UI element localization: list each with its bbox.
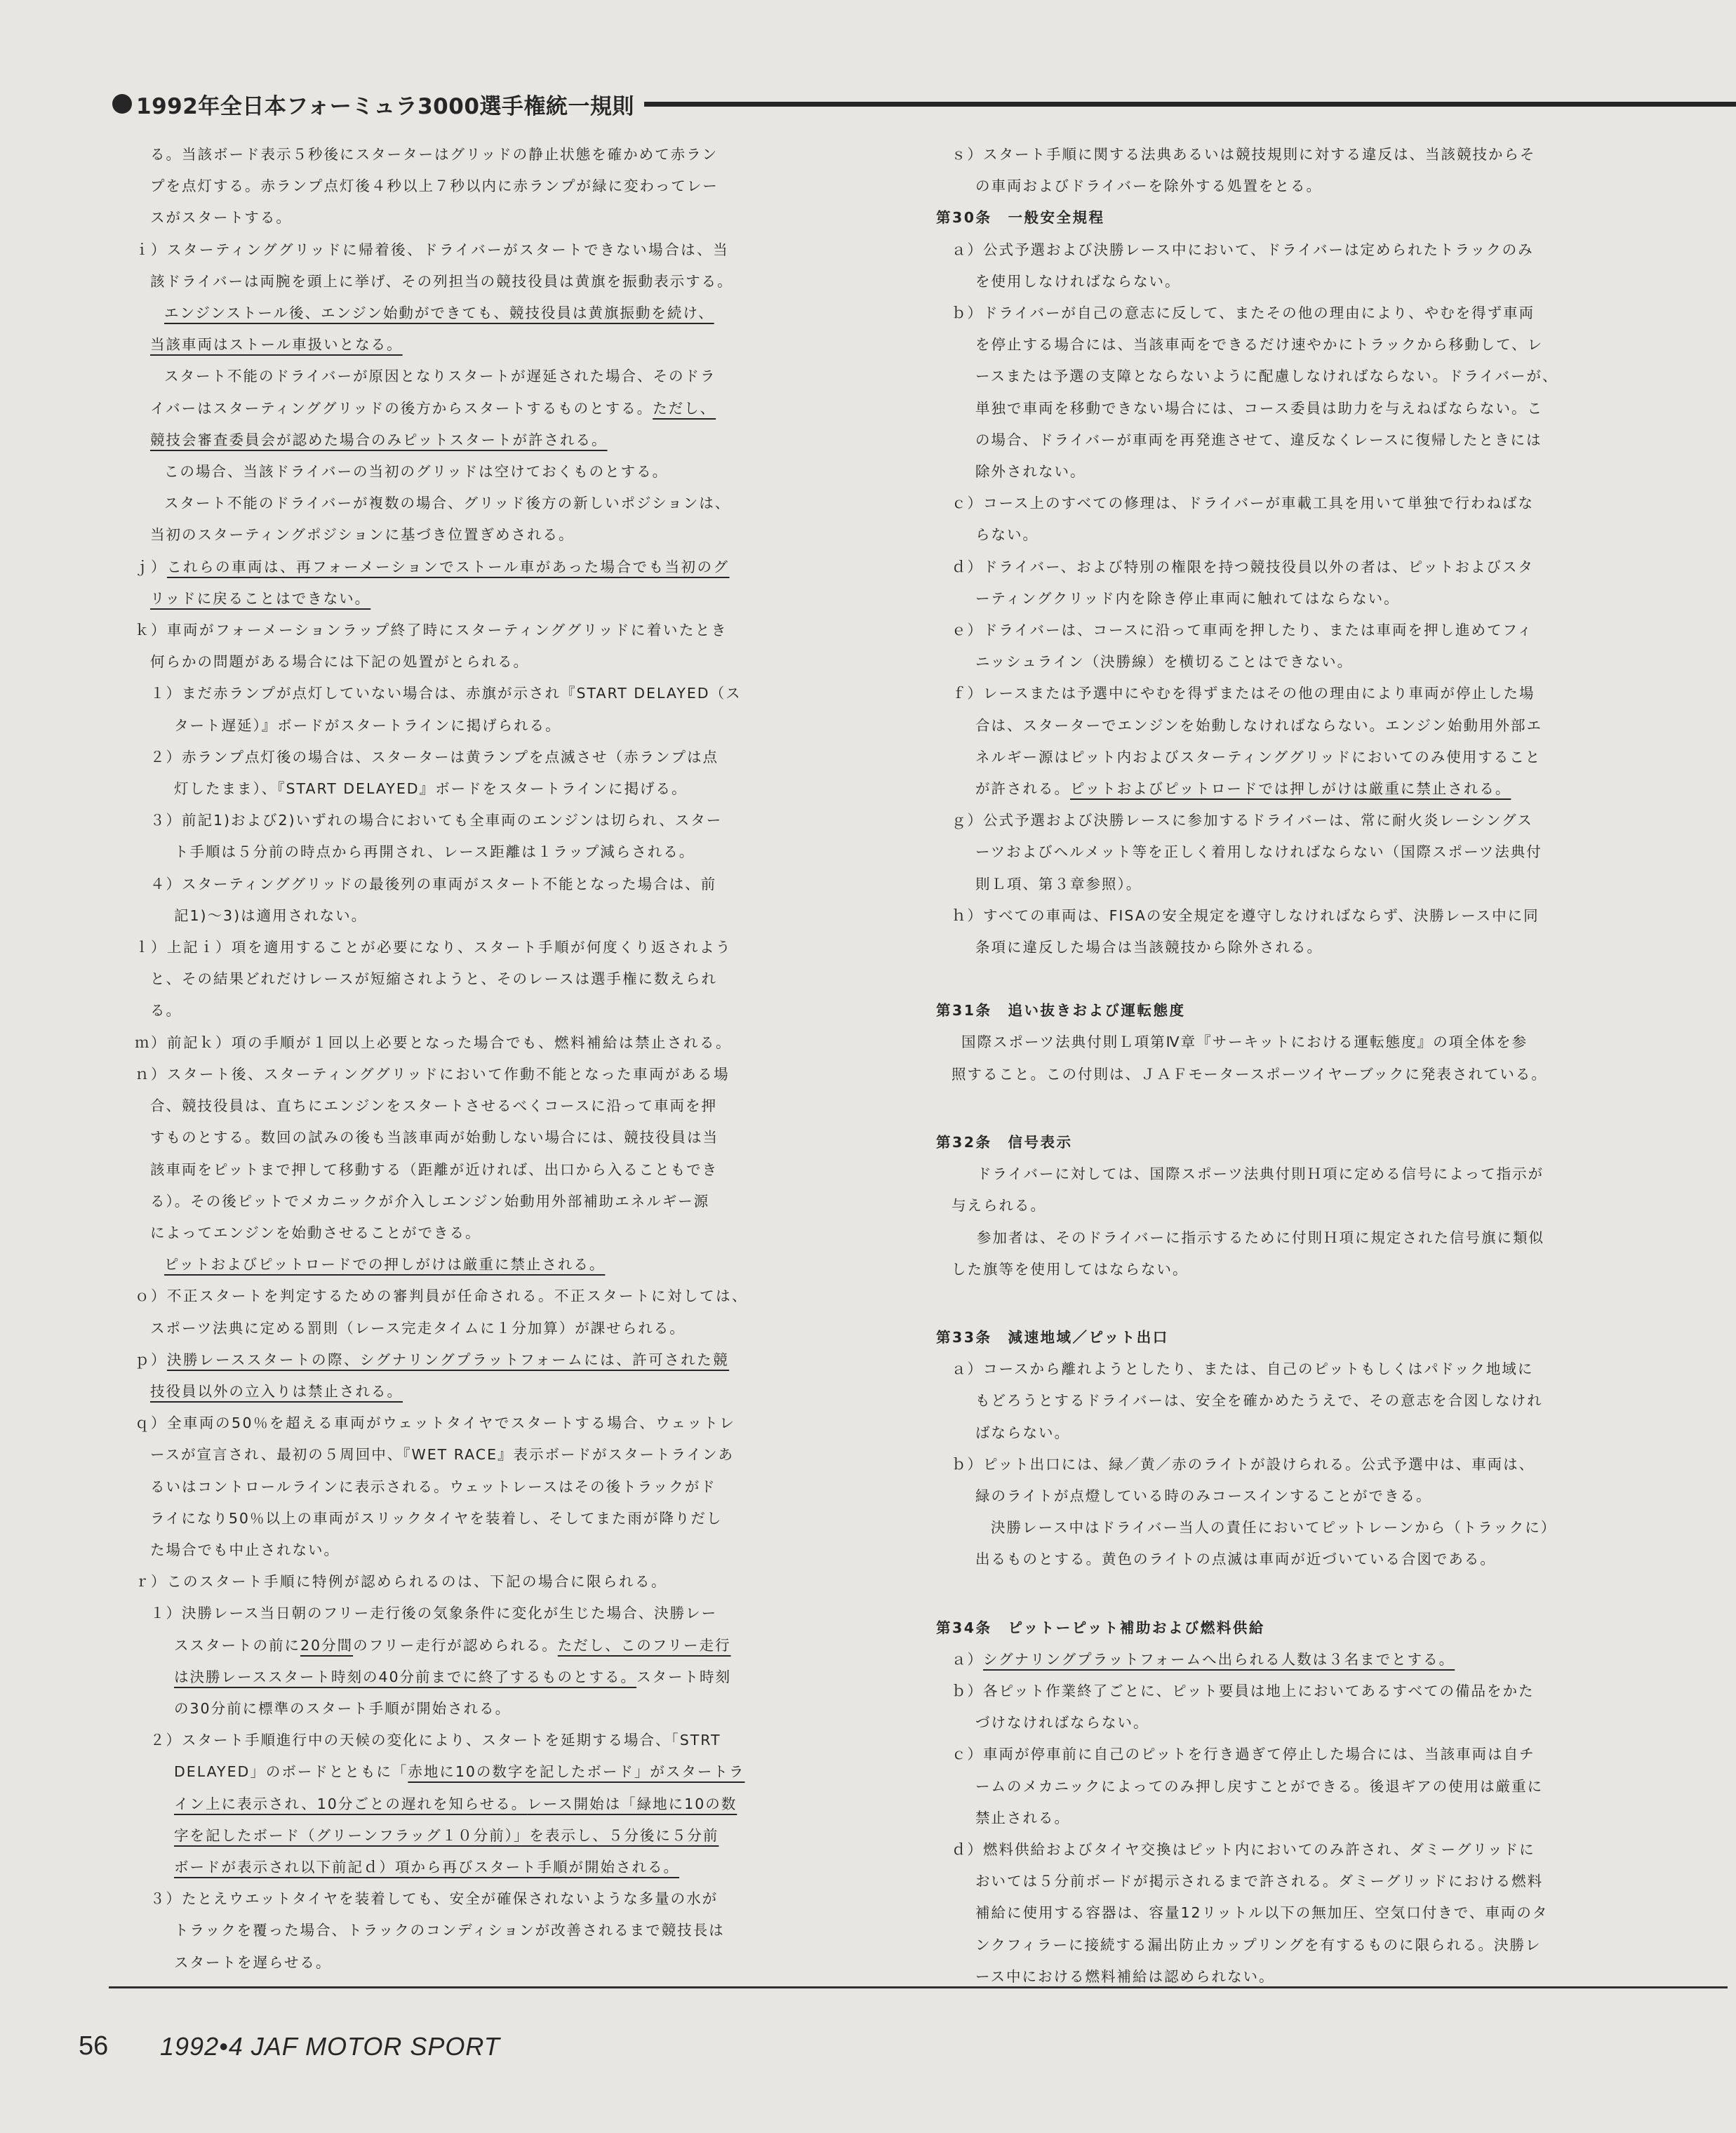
text-line: 合、競技役員は、直ちにエンジンをスタートさせるべくコースに沿って車両を押 xyxy=(150,1097,717,1115)
text-line: ｃ）コース上のすべての修理は、ドライバーが車載工具を用いて単独で行わねばな xyxy=(952,495,1535,512)
item-j xyxy=(135,551,843,583)
text-span: のフリー走行が認められる。 xyxy=(353,1636,558,1654)
underlined-text: ピットおよびピットロードでの押しがけは厳重に禁止される。 xyxy=(164,1256,606,1273)
text-line: の車両およびドライバーを除外する処置をとる。 xyxy=(975,178,1322,195)
text-line: ４）スターティンググリッドの最後列の車両がスタート不能となった場合は、前 xyxy=(150,875,717,892)
text-line: を停止する場合には、当該車両をできるだけ速やかにトラックから移動して、レ xyxy=(975,336,1544,354)
right-column xyxy=(936,139,1645,1993)
text-line: 則Ｌ項、第３章参照）。 xyxy=(975,875,1142,892)
text-line: 灯したまま）、『START DELAYED』ボードをスタートラインに掲げる。 xyxy=(174,780,688,798)
text-line: を使用しなければならない。 xyxy=(975,272,1181,290)
underlined-text: 競技会審査委員会が認めた場合のみピットスタートが許される。 xyxy=(150,431,608,448)
underlined-text: レース開始は「緑地に10の数 xyxy=(527,1795,737,1812)
item-l: ｌ）上記ｉ）項を適用することが必要になり、スタート手順が何度くり返されよう xyxy=(135,939,732,956)
text-line: ドライバーに対しては、国際スポーツ法典付則Ｈ項に定める信号によって指示が xyxy=(977,1165,1544,1183)
underlined-text: 20分間 xyxy=(300,1636,354,1654)
underlined-text: ただし、 xyxy=(653,399,716,417)
text-line: ばならない。 xyxy=(975,1424,1070,1441)
item-i: ｉ）スターティンググリッドに帰着後、ドライバーがスタートできない場合は、当 xyxy=(135,241,730,258)
underlined-text: ピットおよびピットロードでは押しがけは厳重に禁止される。 xyxy=(1070,780,1511,798)
spacer xyxy=(936,963,1645,995)
text-line: ａ）コースから離れようとしたり、または、自己のピットもしくはパドック地域に xyxy=(952,1360,1534,1378)
underlined-text: 技役員以外の立入りは禁止される。 xyxy=(150,1382,403,1400)
text-line: る。当該ボード表示５秒後にスターターはグリッドの静止状態を確かめて赤ラン xyxy=(150,146,719,163)
text-line: おいては５分前ボードが掲示されるまで許される。ダミーグリッドにおける燃料 xyxy=(975,1873,1544,1890)
underlined-text: シグナリングプラットフォームへ出られる人数は３名までとする。 xyxy=(983,1650,1455,1668)
underlined-text: イン上に表示され、10分ごとの遅れを知らせる。 xyxy=(174,1795,528,1812)
text-line: ニッシュライン（決勝線）を横切ることはできない。 xyxy=(975,653,1354,671)
text-line: ｃ）車両が停車前に自己のピットを行き過ぎて停止した場合には、当該車両は自チ xyxy=(952,1746,1535,1763)
text-line: 該車両をピットまで押して移動する（距離が近ければ、出口から入ることもでき xyxy=(150,1161,719,1178)
text-line xyxy=(135,393,843,424)
text-line: の30分前に標準のスタート手順が開始される。 xyxy=(174,1699,512,1717)
text-line: ネルギー源はピット内およびスターティンググリッドにおいてのみ使用すること xyxy=(975,748,1542,765)
underlined-text: 字を記したボード（グリーンフラッグ１０分前）」を表示し、５分後に５分前 xyxy=(174,1826,719,1844)
text-line: ｅ）ドライバーは、コースに沿って車両を押したり、または車両を押し進めてフィ xyxy=(952,622,1533,639)
page-title: 1992年全日本フォーミュラ3000選手権統一規則 xyxy=(136,93,634,119)
page-header xyxy=(112,86,1736,122)
text-line: と、その結果どれだけレースが短縮されようと、そのレースは選手権に数えられ xyxy=(150,970,717,988)
text-line xyxy=(936,773,1645,805)
underlined-text: 赤地に10の数字を記したボード」がスタートラ xyxy=(408,1763,745,1781)
text-line xyxy=(135,1820,843,1852)
text-line: ライになり50％以上の車両がスリックタイヤを装着し、そしてまた雨が降りだし xyxy=(150,1509,723,1527)
item-p xyxy=(135,1344,843,1376)
text-line: ２）赤ランプ点灯後の場合は、スターターは黄ランプを点滅させ（赤ランプは点 xyxy=(150,748,719,765)
text-line: らない。 xyxy=(975,526,1039,544)
text-span: ｊ） xyxy=(135,558,167,575)
text-line: ーツおよびヘルメット等を正しく着用しなければならない（国際スポーツ法典付 xyxy=(975,843,1542,861)
text-line xyxy=(135,1249,843,1281)
magazine-issue: 1992•4 JAF MOTOR SPORT xyxy=(160,2032,500,2061)
spacer xyxy=(936,1576,1645,1612)
article-heading-34: 第34条 ピットーピット補助および燃料供給 xyxy=(936,1619,1265,1636)
text-line xyxy=(936,1644,1645,1676)
text-line: る）。その後ピットでメカニックが介入しエンジン始動用外部補助エネルギー源 xyxy=(150,1192,710,1210)
underlined-text: エンジンストール後、エンジン始動ができても、競技役員は黄旗振動を続け、 xyxy=(164,305,714,322)
text-line: ト手順は５分前の時点から再開され、レース距離は１ラップ減らされる。 xyxy=(174,843,695,861)
text-line: 国際スポーツ法典付則Ｌ項第Ⅳ章『サーキットにおける運転態度』の項全体を参 xyxy=(961,1034,1528,1051)
text-line: 何らかの問題がある場合には下記の処置がとられる。 xyxy=(150,653,529,671)
text-line: 条項に違反した場合は当該競技から除外される。 xyxy=(975,939,1323,956)
text-line: タート遅延）』ボードがスタートラインに掲げられる。 xyxy=(174,716,561,734)
text-line: ーティングクリッド内を除き停止車両に触れてはならない。 xyxy=(975,589,1400,607)
text-line: ｆ）レースまたは予選中にやむを得ずまたはその他の理由により車両が停止した場 xyxy=(952,685,1535,702)
text-line: ｄ）ドライバー、および特別の権限を持つ競技役員以外の者は、ピットおよびスタ xyxy=(952,558,1534,575)
text-line: ｈ）すべての車両は、FISAの安全規定を遵守しなければならず、決勝レース中に同 xyxy=(952,907,1540,924)
underlined-text: 決勝レーススタートの際、シグナリングプラットフォームには、許可された競 xyxy=(167,1351,730,1368)
text-line: ｂ）ドライバーが自己の意志に反して、またその他の理由により、やむを得ず車両 xyxy=(952,305,1535,322)
text-line xyxy=(135,424,843,456)
text-line: トラックを覆った場合、トラックのコンディションが改善されるまで競技長は xyxy=(174,1922,725,1939)
text-line: ームのメカニックによってのみ押し戻すことができる。後退ギアの使用は厳重に xyxy=(975,1777,1544,1795)
article-heading-30: 第30条 一般安全規程 xyxy=(936,209,1105,227)
text-line: ンクフィラーに接続する漏出防止カップリングを有するものに限られる。決勝レ xyxy=(975,1936,1542,1953)
text-line xyxy=(135,1630,843,1661)
underlined-text: 当該車両はストール車扱いとなる。 xyxy=(150,336,403,354)
text-line: スポーツ法典に定める罰則（レース完走タイムに１分加算）が課せられる。 xyxy=(150,1319,686,1337)
text-line: ースが宣言され、最初の５周回中、『WET RACE』表示ボードがスタートラインあ xyxy=(150,1446,734,1464)
text-line: ａ）公式予選および決勝レース中において、ドライバーは定められたトラックのみ xyxy=(952,241,1534,258)
text-line xyxy=(135,1661,843,1693)
text-line: スタート不能のドライバーが複数の場合、グリッド後方の新しいポジションは、 xyxy=(164,495,731,512)
text-span: が許される。 xyxy=(975,780,1070,798)
text-line: ｄ）燃料供給およびタイヤ交換はピット内においてのみ許され、ダミーグリッドに xyxy=(952,1840,1535,1858)
text-line xyxy=(135,1376,843,1407)
left-column xyxy=(135,139,843,1979)
text-line: 与えられる。 xyxy=(952,1197,1046,1215)
text-line: 禁止される。 xyxy=(975,1809,1070,1826)
item-o: ｏ）不正スタートを判定するための審判員が任命される。不正スタートに対しては、 xyxy=(135,1288,748,1305)
text-span: ａ） xyxy=(952,1650,983,1668)
text-line: によってエンジンを始動させることができる。 xyxy=(150,1224,481,1241)
text-line: 除外されない。 xyxy=(975,463,1086,481)
text-line: 単独で車両を移動できない場合には、コース委員は助力を与えねばならない。こ xyxy=(975,399,1543,417)
text-line: の場合、ドライバーが車両を再発進させて、違反なくレースに復帰したときには xyxy=(975,431,1542,448)
page-number: 56 xyxy=(79,2031,109,2061)
item-q: ｑ）全車両の50％を超える車両がウェットタイヤでスタートする場合、ウェットレ xyxy=(135,1415,736,1432)
text-line: 該ドライバーは両腕を頭上に挙げ、その列担当の競技役員は黄旗を振動表示する。 xyxy=(150,272,733,290)
text-line: ３）たとえウエットタイヤを装着しても、安全が確保されないような多量の水が xyxy=(150,1890,719,1908)
text-line: るいはコントロールラインに表示される。ウェットレースはその後トラックがド xyxy=(150,1478,716,1495)
text-line: ｂ）各ピット作業終了ごとに、ピット要員は地上においてあるすべての備品をかた xyxy=(952,1682,1535,1699)
text-line xyxy=(135,329,843,361)
text-line: た場合でも中止されない。 xyxy=(150,1541,340,1558)
text-line: この場合、当該ドライバーの当初のグリッドは空けておくものとする。 xyxy=(164,463,669,481)
text-line xyxy=(135,1788,843,1820)
item-k: ｋ）車両がフォーメーションラップ終了時にスターティンググリッドに着いたとき xyxy=(135,622,728,639)
underlined-text: リッドに戻ることはできない。 xyxy=(150,589,371,607)
text-line: ｇ）公式予選および決勝レースに参加するドライバーは、常に耐火炎レーシングス xyxy=(952,812,1533,829)
item-m: ｍ）前記ｋ）項の手順が１回以上必要となった場合でも、燃料補給は禁止される。 xyxy=(135,1034,732,1051)
item-n: ｎ）スタート後、スターティンググリッドにおいて作動不能となった車両がある場 xyxy=(135,1065,730,1083)
text-line: 緑のライトが点燈している時のみコースインすることができる。 xyxy=(975,1487,1432,1504)
text-line: 記1)〜3)は適用されない。 xyxy=(174,907,368,924)
text-line: 決勝レース中はドライバー当人の責任においてピットレーンから（トラックに） xyxy=(991,1519,1557,1537)
underlined-text: ボードが表示され以下前記ｄ）項から再びスタート手順が開始される。 xyxy=(174,1858,679,1875)
text-line xyxy=(135,583,843,615)
article-heading-31: 第31条 追い抜きおよび運転態度 xyxy=(936,1002,1186,1019)
footer-rule xyxy=(109,1986,1728,1988)
article-heading-33: 第33条 減速地域／ピット出口 xyxy=(936,1328,1169,1346)
text-span: イバーはスターティンググリッドの後方からスタートするものとする。 xyxy=(150,399,653,417)
underlined-text: これらの車両は、再フォーメーションでストール車があった場合でも当初のグ xyxy=(167,558,730,575)
text-line: る。 xyxy=(150,1002,182,1019)
underlined-text: は決勝レーススタート時刻の40分前までに終了するものとする。 xyxy=(174,1668,637,1685)
item-r: ｒ）このスタート手順に特例が認められるのは、下記の場合に限られる。 xyxy=(135,1573,667,1591)
text-line: スがスタートする。 xyxy=(150,209,292,227)
article-heading-32: 第32条 信号表示 xyxy=(936,1133,1073,1151)
text-line: １）まだ赤ランプが点灯していない場合は、赤旗が示され『START DELAYED（ス xyxy=(150,685,742,702)
text-span: ススタートの前に xyxy=(174,1636,300,1654)
text-line: づけなければならない。 xyxy=(975,1714,1149,1732)
spacer xyxy=(936,1090,1645,1127)
text-line: 当初のスターティングポジションに基づき位置ぎめされる。 xyxy=(150,526,575,544)
text-line: スタート不能のドライバーが原因となりスタートが遅延された場合、そのドラ xyxy=(164,368,716,385)
spacer xyxy=(936,1285,1645,1322)
text-line: 照すること。この付則は、ＪＡＦモータースポーツイヤーブックに発表されている。 xyxy=(952,1065,1547,1083)
text-line xyxy=(135,297,843,329)
text-line: ３）前記1)および2)いずれの場合においても全車両のエンジンは切られ、スター xyxy=(150,812,723,829)
text-line: 出るものとする。黄色のライトの点滅は車両が近づいている合図である。 xyxy=(975,1551,1496,1568)
text-line: 補給に使用する容器は、容量12リットル以下の無加圧、空気口付きで、車両のタ xyxy=(975,1904,1549,1922)
text-span: スタート時刻 xyxy=(636,1668,732,1685)
text-line: もどろうとするドライバーは、安全を確かめたうえで、その意志を合図しなけれ xyxy=(975,1392,1543,1410)
underlined-text: ただし、このフリー走行 xyxy=(557,1636,731,1654)
text-line: ースまたは予選の支障とならないように配慮しなければならない。ドライバーが、 xyxy=(975,368,1558,385)
text-line: プを点灯する。赤ランプ点灯後４秒以上７秒以内に赤ランプが緑に変わってレー xyxy=(150,178,719,195)
text-line: 参加者は、そのドライバーに指示するために付則Ｈ項に規定された信号旗に類似 xyxy=(977,1229,1544,1246)
text-line: １）決勝レース当日朝のフリー走行後の気象条件に変化が生じた場合、決勝レー xyxy=(150,1605,718,1622)
text-span: ｐ） xyxy=(135,1351,167,1368)
header-rule xyxy=(644,102,1736,107)
item-s: ｓ）スタート手順に関する法典あるいは競技規則に対する違反は、当該競技からそ xyxy=(952,146,1536,163)
text-line: ース中における燃料補給は認められない。 xyxy=(975,1967,1275,1985)
text-line xyxy=(135,1852,843,1883)
text-line: スタートを遅らせる。 xyxy=(174,1953,332,1971)
bullet-icon xyxy=(112,94,132,114)
text-line: ２）スタート手順進行中の天候の変化により、スタートを延期する場合、「STRT xyxy=(150,1732,721,1749)
text-span: DELAYED」のボードとともに「 xyxy=(174,1763,408,1781)
text-line xyxy=(135,1756,843,1788)
text-line: すものとする。数回の試みの後も当該車両が始動しない場合には、競技役員は当 xyxy=(150,1129,719,1146)
text-line: ｂ）ピット出口には、緑／黄／赤のライトが設けられる。公式予選中は、車両は、 xyxy=(952,1455,1535,1473)
text-line: 合は、スターターでエンジンを始動しなければならない。エンジン始動用外部エ xyxy=(975,716,1542,734)
text-line: した旗等を使用してはならない。 xyxy=(952,1260,1189,1278)
